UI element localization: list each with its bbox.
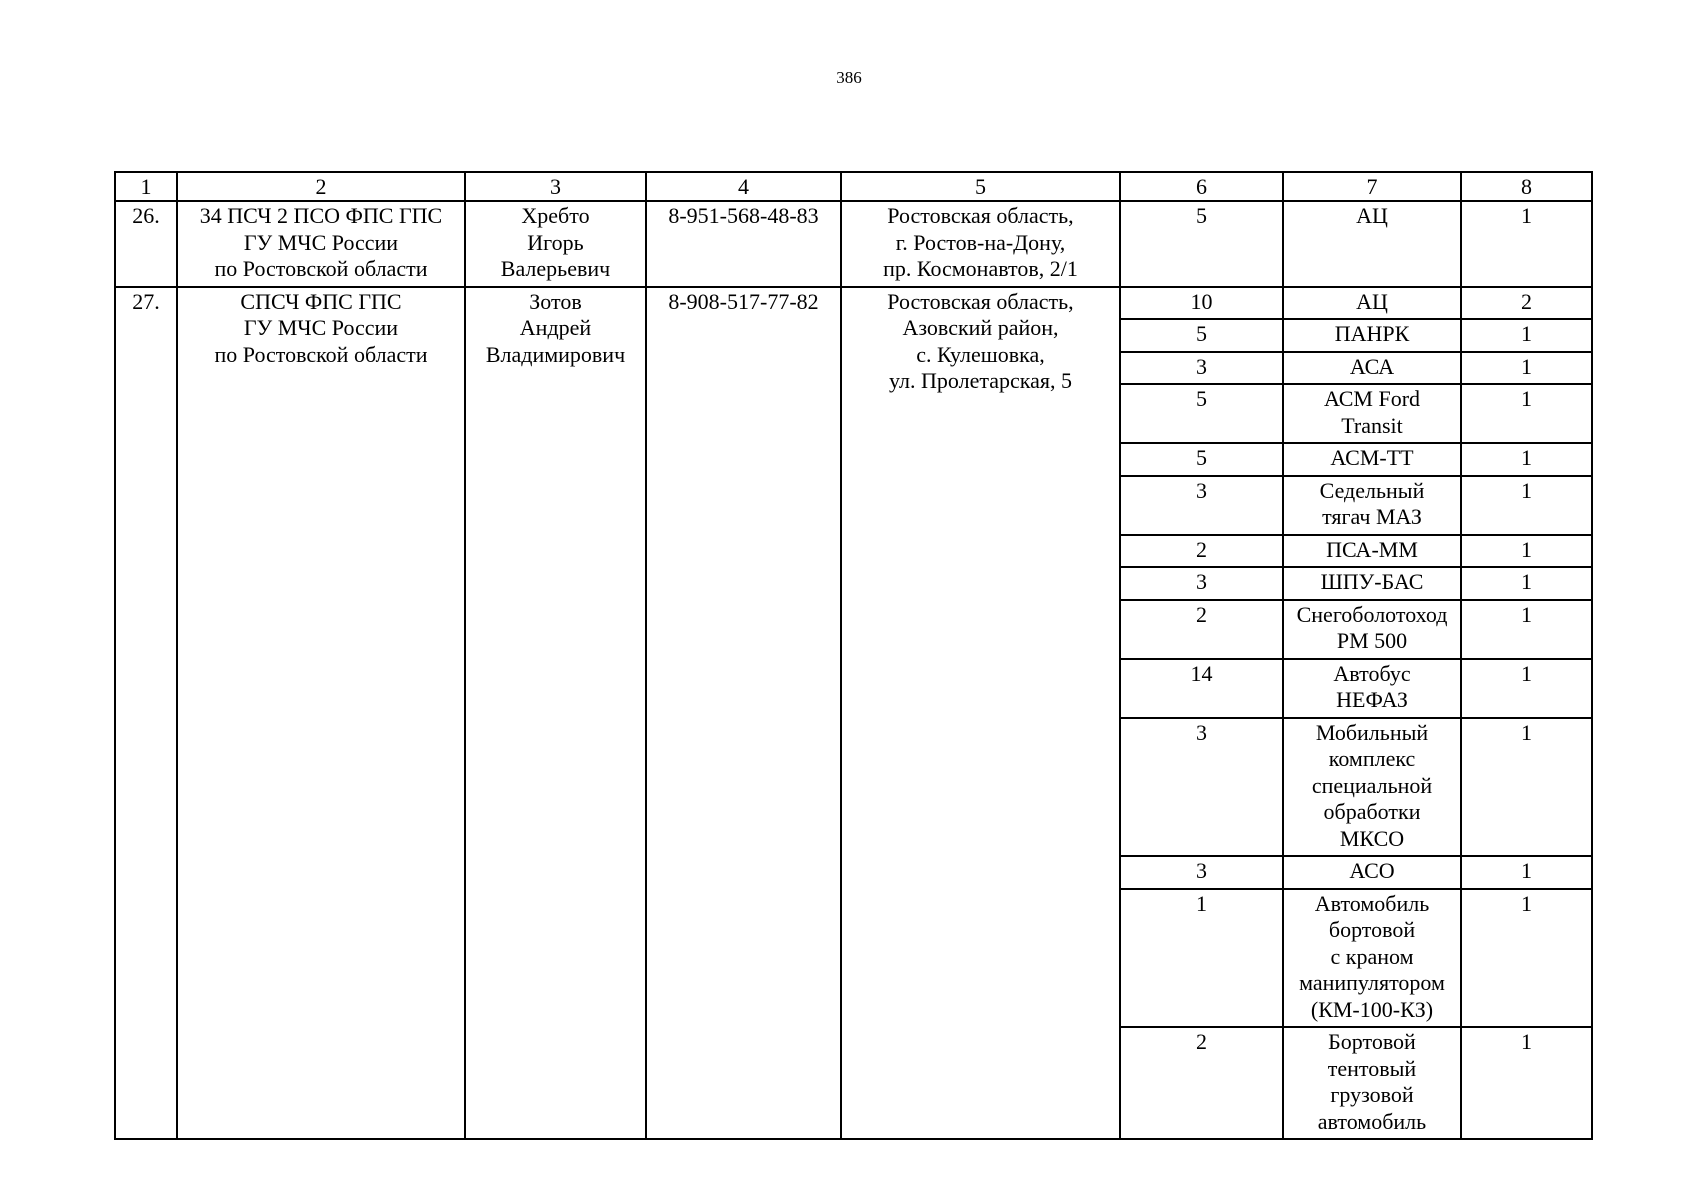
vehicle-type-cell bbox=[1283, 567, 1461, 600]
vehicle-type-line: Автобус bbox=[1333, 660, 1411, 686]
vehicle-type-cell bbox=[1283, 443, 1461, 476]
vehicle-type-line: Седельный bbox=[1319, 477, 1425, 503]
head-name-cell bbox=[465, 287, 646, 1140]
crew-count-cell: 2 bbox=[1120, 535, 1283, 568]
vehicle-type-cell bbox=[1283, 535, 1461, 568]
fire-units-table bbox=[114, 171, 1593, 1140]
column-number: 2 bbox=[177, 172, 465, 201]
vehicle-count-cell: 1 bbox=[1461, 319, 1592, 352]
address-cell bbox=[841, 287, 1120, 1140]
crew-count-cell: 5 bbox=[1120, 384, 1283, 443]
vehicle-type-cell bbox=[1283, 600, 1461, 659]
address-cell bbox=[841, 201, 1120, 287]
vehicle-type-line: Автомобиль bbox=[1314, 890, 1430, 916]
vehicle-count-cell: 1 bbox=[1461, 718, 1592, 857]
vehicle-count-cell: 1 bbox=[1461, 201, 1592, 287]
head-name-line: Хребто bbox=[521, 203, 590, 228]
crew-count-cell: 14 bbox=[1120, 659, 1283, 718]
unit-name-line: ГУ МЧС России bbox=[243, 229, 399, 255]
crew-count-cell: 3 bbox=[1120, 718, 1283, 857]
vehicle-type-line: ПСА-ММ bbox=[1326, 536, 1418, 562]
vehicle-type-line: АЦ bbox=[1356, 288, 1388, 314]
unit-name-line: ГУ МЧС России bbox=[243, 315, 399, 340]
column-number: 3 bbox=[465, 172, 646, 201]
vehicle-type-line: с краном bbox=[1330, 943, 1414, 969]
crew-count-cell: 5 bbox=[1120, 443, 1283, 476]
vehicle-type-line: специальной bbox=[1311, 772, 1433, 798]
address-line: ул. Пролетарская, 5 bbox=[888, 368, 1072, 393]
vehicle-count-cell: 1 bbox=[1461, 659, 1592, 718]
column-number: 5 bbox=[841, 172, 1120, 201]
vehicle-type-cell bbox=[1283, 856, 1461, 889]
vehicle-type-cell bbox=[1283, 287, 1461, 320]
vehicle-type-line: АСМ-ТТ bbox=[1330, 445, 1414, 470]
table-row bbox=[115, 201, 1592, 287]
crew-count-cell: 2 bbox=[1120, 1027, 1283, 1139]
vehicle-type-line: грузовой bbox=[1330, 1082, 1414, 1107]
vehicle-type-line: МКСО bbox=[1339, 825, 1405, 851]
column-number: 8 bbox=[1461, 172, 1592, 201]
address-line: Азовский район, bbox=[902, 315, 1059, 340]
address-line: г. Ростов-на-Дону, bbox=[895, 229, 1066, 255]
vehicle-count-cell: 1 bbox=[1461, 535, 1592, 568]
vehicle-type-line: ШПУ-БАС bbox=[1320, 569, 1424, 594]
vehicle-count-cell: 1 bbox=[1461, 856, 1592, 889]
vehicle-count-cell: 1 bbox=[1461, 384, 1592, 443]
column-number: 6 bbox=[1120, 172, 1283, 201]
vehicle-type-cell bbox=[1283, 384, 1461, 443]
vehicle-type-line: НЕФАЗ bbox=[1336, 687, 1408, 712]
vehicle-type-line: РМ 500 bbox=[1336, 628, 1408, 653]
head-name-line: Валерьевич bbox=[500, 256, 611, 281]
vehicle-type-cell bbox=[1283, 1027, 1461, 1139]
crew-count-cell: 10 bbox=[1120, 287, 1283, 320]
vehicle-type-cell bbox=[1283, 889, 1461, 1028]
row-number-cell: 26. bbox=[115, 201, 177, 287]
phone-cell: 8-908-517-77-82 bbox=[646, 287, 841, 1140]
vehicle-type-line: комплекс bbox=[1328, 746, 1416, 771]
vehicle-count-cell: 1 bbox=[1461, 443, 1592, 476]
head-name-cell bbox=[465, 201, 646, 287]
unit-name-line: по Ростовской области bbox=[214, 341, 428, 367]
phone-cell: 8-951-568-48-83 bbox=[646, 201, 841, 287]
head-name-line: Игорь bbox=[527, 229, 584, 255]
vehicle-type-line: обработки bbox=[1323, 799, 1421, 824]
vehicle-type-line: Снегоболотоход bbox=[1296, 601, 1448, 627]
row-number-cell: 27. bbox=[115, 287, 177, 1140]
vehicle-type-cell bbox=[1283, 352, 1461, 385]
vehicle-type-line: (КМ-100-КЗ) bbox=[1310, 996, 1434, 1022]
unit-name-cell bbox=[177, 201, 465, 287]
crew-count-cell: 2 bbox=[1120, 600, 1283, 659]
vehicle-type-cell bbox=[1283, 718, 1461, 857]
unit-name-line: СПСЧ ФПС ГПС bbox=[240, 288, 402, 314]
crew-count-cell: 5 bbox=[1120, 201, 1283, 287]
vehicle-type-line: тентовый bbox=[1327, 1055, 1417, 1081]
unit-name-line: 34 ПСЧ 2 ПСО ФПС ГПС bbox=[199, 203, 443, 228]
crew-count-cell: 3 bbox=[1120, 567, 1283, 600]
unit-name-line: по Ростовской области bbox=[214, 256, 428, 281]
vehicle-type-line: АСА bbox=[1349, 353, 1395, 379]
vehicle-type-line: манипулятором bbox=[1299, 970, 1445, 995]
vehicle-type-line: Бортовой bbox=[1328, 1029, 1416, 1054]
crew-count-cell: 3 bbox=[1120, 476, 1283, 535]
vehicle-count-cell: 1 bbox=[1461, 1027, 1592, 1139]
crew-count-cell: 1 bbox=[1120, 889, 1283, 1028]
address-line: с. Кулешовка, bbox=[916, 341, 1045, 367]
table-row bbox=[115, 287, 1592, 320]
vehicle-type-cell bbox=[1283, 201, 1461, 287]
vehicle-type-line: Transit bbox=[1341, 412, 1403, 438]
vehicle-count-cell: 1 bbox=[1461, 567, 1592, 600]
column-number-row bbox=[115, 172, 1592, 201]
vehicle-type-line: АСМ Ford bbox=[1323, 386, 1421, 411]
page-number: 386 bbox=[836, 68, 862, 87]
head-name-line: Владимирович bbox=[485, 341, 626, 367]
unit-name-cell bbox=[177, 287, 465, 1140]
crew-count-cell: 5 bbox=[1120, 319, 1283, 352]
vehicle-type-line: бортовой bbox=[1328, 917, 1416, 942]
vehicle-count-cell: 1 bbox=[1461, 600, 1592, 659]
vehicle-count-cell: 1 bbox=[1461, 476, 1592, 535]
vehicle-type-cell bbox=[1283, 476, 1461, 535]
crew-count-cell: 3 bbox=[1120, 856, 1283, 889]
column-number: 1 bbox=[115, 172, 177, 201]
address-line: пр. Космонавтов, 2/1 bbox=[883, 256, 1078, 281]
vehicle-type-cell bbox=[1283, 659, 1461, 718]
address-line: Ростовская область, bbox=[887, 203, 1074, 228]
vehicle-type-line: ПАНРК bbox=[1334, 321, 1410, 346]
head-name-line: Зотов bbox=[529, 288, 582, 314]
column-number: 7 bbox=[1283, 172, 1461, 201]
vehicle-count-cell: 1 bbox=[1461, 889, 1592, 1028]
crew-count-cell: 3 bbox=[1120, 352, 1283, 385]
vehicle-type-line: АЦ bbox=[1356, 203, 1388, 228]
vehicle-type-line: АСО bbox=[1349, 858, 1395, 883]
head-name-line: Андрей bbox=[519, 315, 592, 340]
vehicle-type-line: Мобильный bbox=[1315, 719, 1429, 745]
column-number: 4 bbox=[646, 172, 841, 201]
vehicle-count-cell: 2 bbox=[1461, 287, 1592, 320]
vehicle-count-cell: 1 bbox=[1461, 352, 1592, 385]
vehicle-type-line: автомобиль bbox=[1317, 1108, 1427, 1134]
address-line: Ростовская область, bbox=[887, 288, 1074, 314]
vehicle-type-line: тягач МАЗ bbox=[1322, 504, 1422, 529]
vehicle-type-cell bbox=[1283, 319, 1461, 352]
